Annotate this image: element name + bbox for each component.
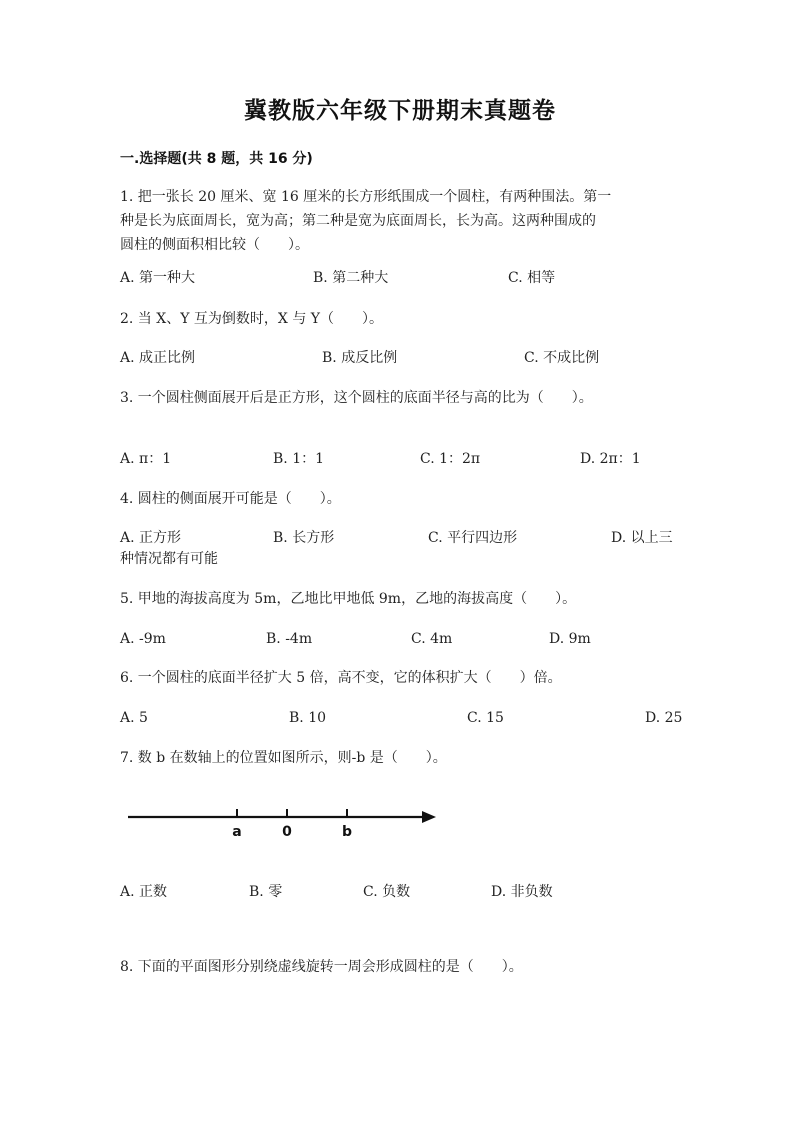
question-4-option-a: A. 正方形 [120, 530, 182, 546]
number-line-figure [120, 796, 450, 844]
question-7-option-b: B. 零 [249, 884, 283, 900]
label-zero: 0 [282, 824, 292, 840]
question-3-option-a: A. π：1 [120, 451, 172, 467]
question-5-option-b: B. -4m [266, 631, 313, 647]
question-6-option-b: B. 10 [289, 710, 327, 726]
question-4-option-c: C. 平行四边形 [428, 530, 518, 546]
question-6-option-d: D. 25 [645, 710, 683, 726]
page-title: 冀教版六年级下册期末真题卷 [244, 98, 556, 124]
question-5-option-d: D. 9m [549, 631, 591, 647]
question-8: 8. 下面的平面图形分别绕虚线旋转一周会形成圆柱的是（ ）。 [120, 959, 523, 975]
question-3: 3. 一个圆柱侧面展开后是正方形，这个圆柱的底面半径与高的比为（ ）。 [120, 390, 593, 406]
question-3-option-c: C. 1：2π [420, 451, 481, 467]
question-1-option-c: C. 相等 [508, 270, 556, 286]
question-5: 5. 甲地的海拔高度为 5m，乙地比甲地低 9m，乙地的海拔高度（ ）。 [120, 591, 577, 607]
question-6: 6. 一个圆柱的底面半径扩大 5 倍，高不变，它的体积扩大（ ）倍。 [120, 670, 562, 686]
question-1 [120, 185, 680, 257]
question-1-line-2: 种是长为底面周长，宽为高；第二种是宽为底面周长，长为高。这两种围成的 [120, 213, 596, 229]
question-2-option-a: A. 成正比例 [120, 350, 196, 366]
question-4-option-b: B. 长方形 [273, 530, 335, 546]
question-5-option-a: A. -9m [120, 631, 166, 647]
label-a: a [232, 824, 242, 840]
question-2: 2. 当 X、Y 互为倒数时，X 与 Y（ ）。 [120, 311, 384, 327]
question-5-option-c: C. 4m [411, 631, 453, 647]
label-b: b [341, 824, 353, 840]
question-1-option-b: B. 第二种大 [313, 270, 389, 286]
number-line-arrow [422, 811, 436, 823]
question-7-option-c: C. 负数 [363, 884, 411, 900]
question-1-line-3: 圆柱的侧面积相比较（ ）。 [120, 237, 309, 253]
section-heading: 一.选择题(共 8 题，共 16 分) [120, 151, 313, 167]
question-7-option-a: A. 正数 [120, 884, 168, 900]
question-7: 7. 数 b 在数轴上的位置如图所示，则-b 是（ ）。 [120, 750, 447, 766]
question-3-option-d: D. 2π：1 [580, 451, 641, 467]
question-1-option-a: A. 第一种大 [120, 270, 196, 286]
question-6-option-c: C. 15 [467, 710, 504, 726]
question-2-option-b: B. 成反比例 [322, 350, 398, 366]
question-4: 4. 圆柱的侧面展开可能是（ ）。 [120, 491, 341, 507]
question-6-option-a: A. 5 [120, 710, 148, 726]
question-3-option-b: B. 1：1 [273, 451, 325, 467]
question-4-option-d: D. 以上三 [611, 530, 673, 546]
question-4-option-d-continued: 种情况都有可能 [120, 551, 218, 567]
question-1-line-1: 1. 把一张长 20 厘米、宽 16 厘米的长方形纸围成一个圆柱，有两种围法。第一 [120, 189, 612, 205]
question-7-option-d: D. 非负数 [491, 884, 553, 900]
question-2-option-c: C. 不成比例 [524, 350, 600, 366]
